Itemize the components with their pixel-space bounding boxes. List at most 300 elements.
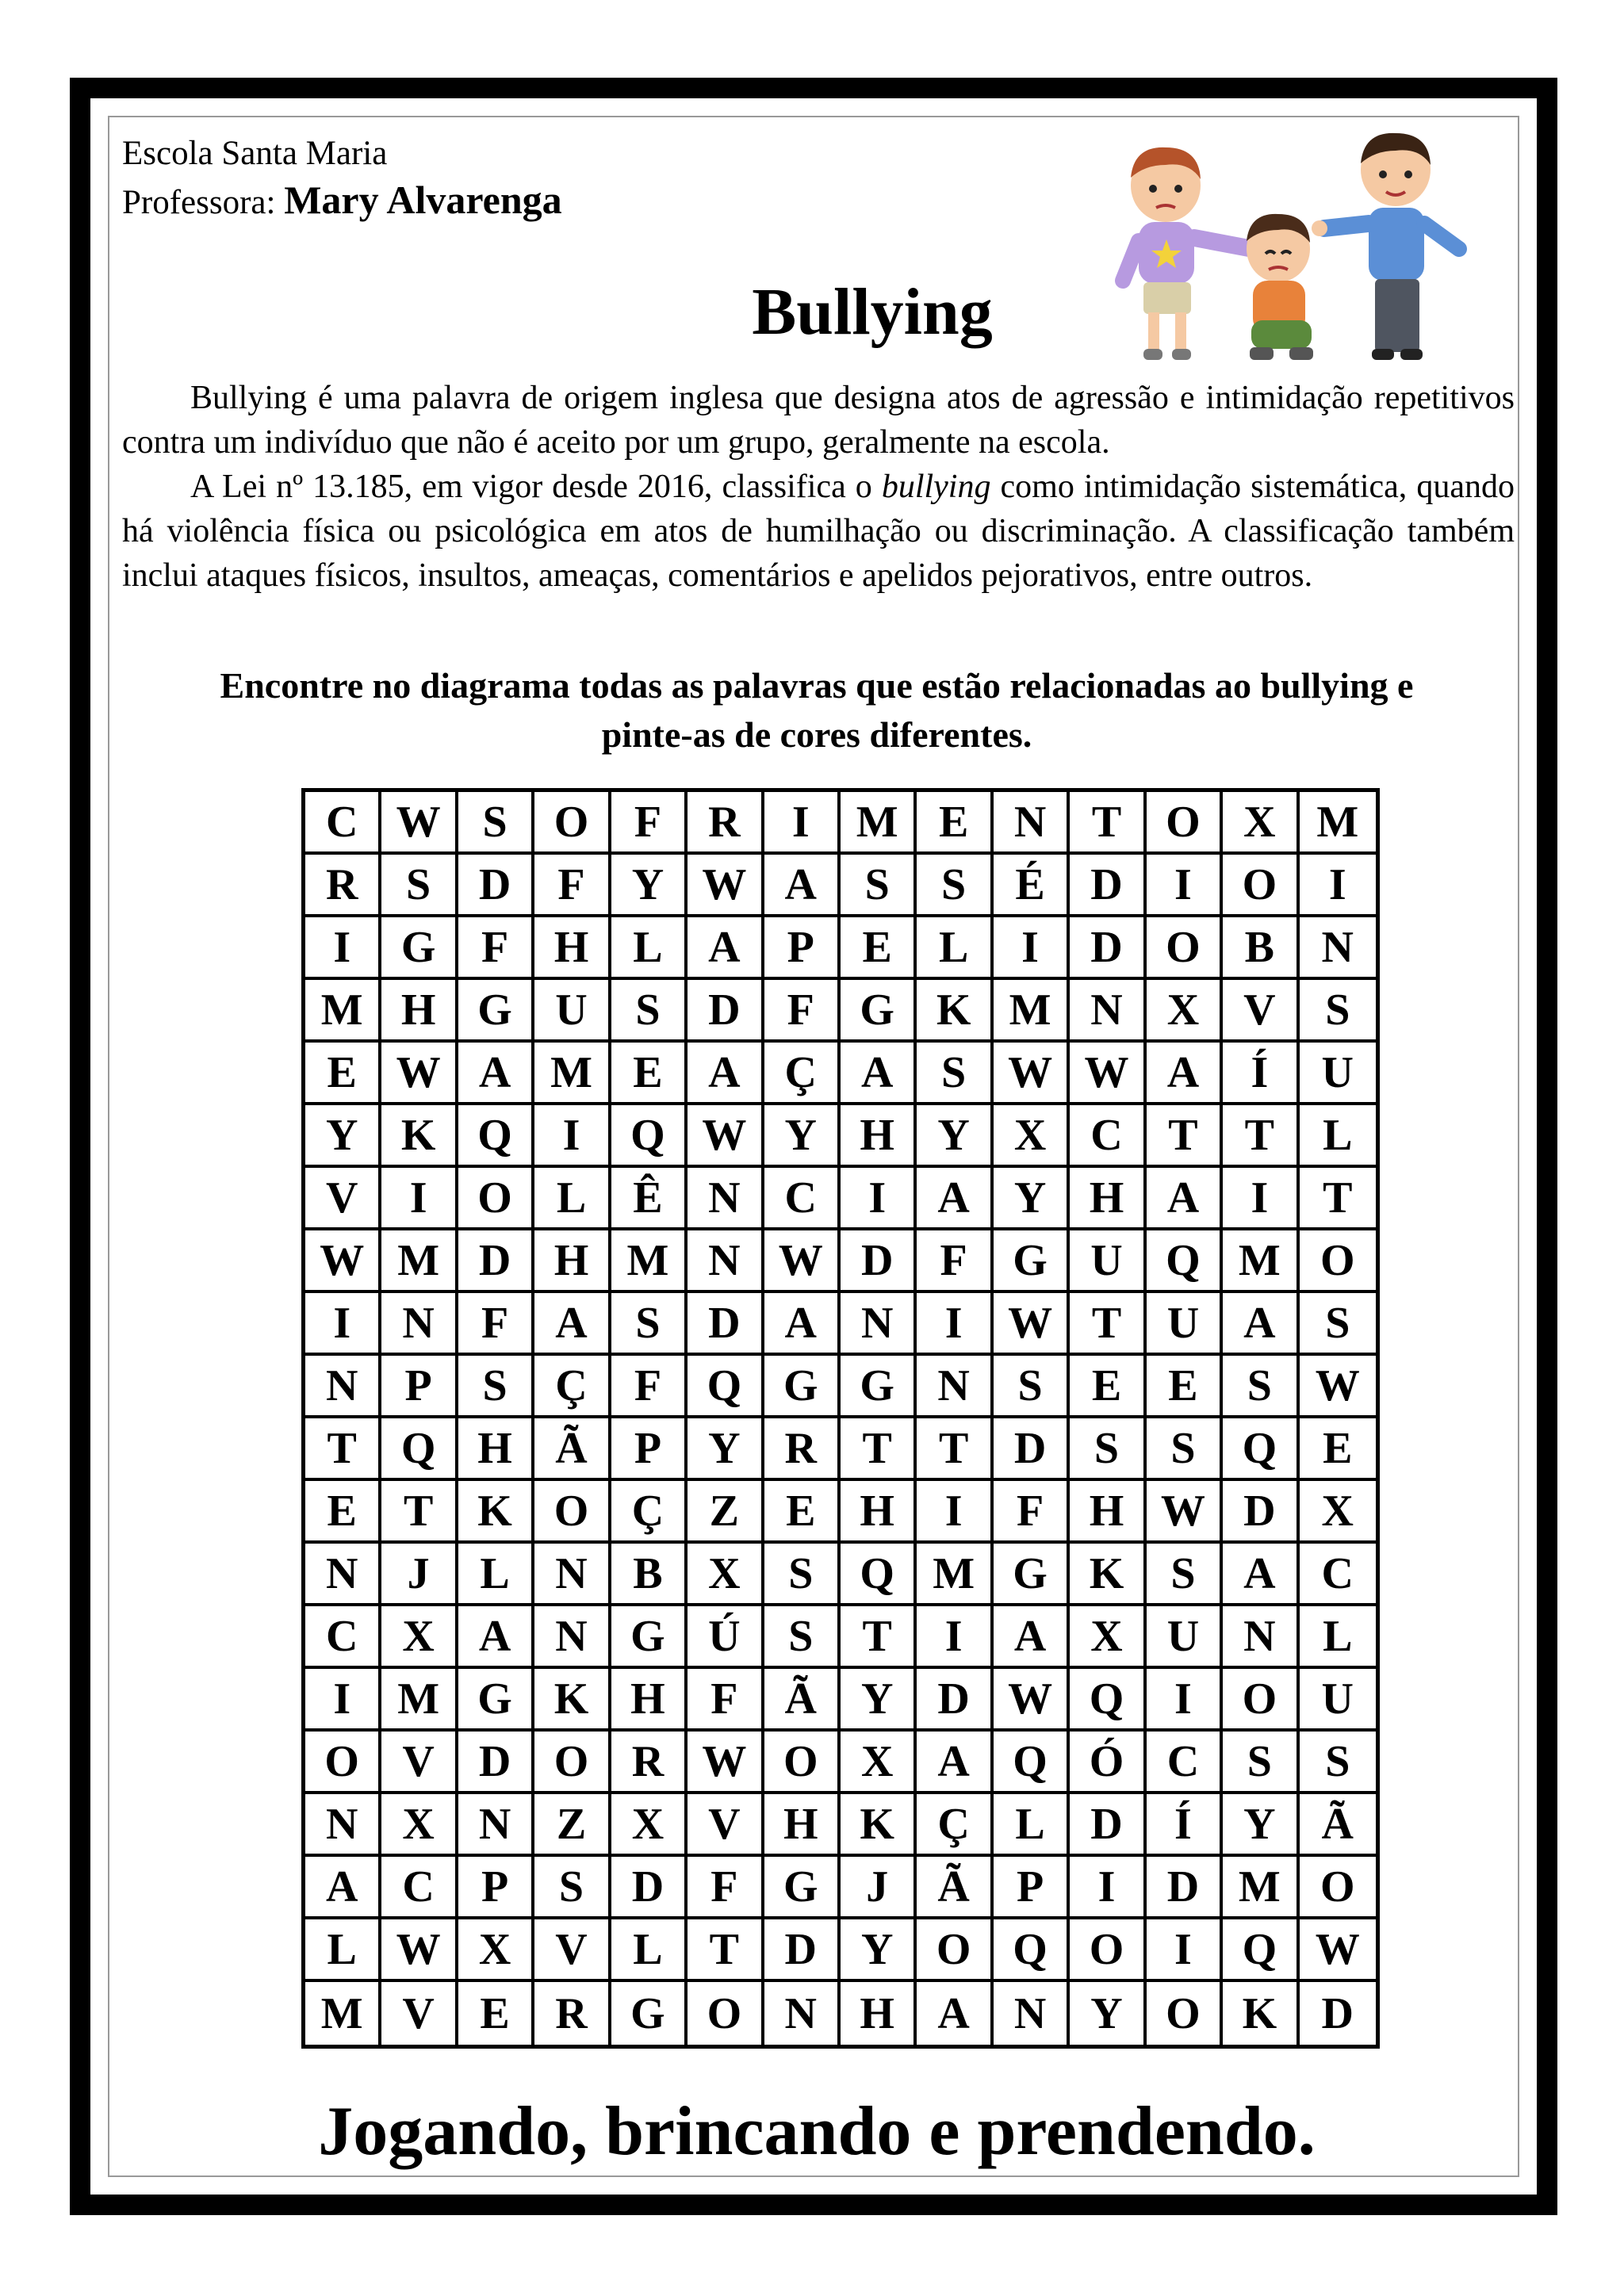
grid-cell[interactable]: A <box>534 1293 611 1356</box>
grid-cell[interactable]: W <box>305 1230 381 1293</box>
grid-cell[interactable]: N <box>534 1606 611 1669</box>
grid-cell[interactable]: D <box>1070 1794 1146 1857</box>
grid-cell[interactable]: Ê <box>611 1168 688 1230</box>
grid-cell[interactable]: D <box>688 980 764 1043</box>
grid-cell[interactable]: H <box>841 1982 917 2045</box>
grid-cell[interactable]: W <box>1070 1043 1146 1105</box>
grid-cell[interactable]: W <box>688 1732 764 1794</box>
grid-cell[interactable]: O <box>458 1168 534 1230</box>
grid-cell[interactable]: D <box>1147 1857 1223 1919</box>
grid-cell[interactable]: N <box>534 1544 611 1606</box>
grid-cell[interactable]: X <box>381 1606 458 1669</box>
grid-cell[interactable]: O <box>1223 1669 1299 1732</box>
grid-cell[interactable]: L <box>305 1919 381 1982</box>
grid-cell[interactable]: Ç <box>611 1481 688 1544</box>
grid-cell[interactable]: S <box>1300 980 1376 1043</box>
grid-cell[interactable]: D <box>688 1293 764 1356</box>
word-search-grid <box>301 788 1380 2049</box>
children-bullying-illustration-icon <box>1071 130 1483 376</box>
grid-cell[interactable]: W <box>381 792 458 855</box>
grid-cell[interactable]: C <box>764 1168 841 1230</box>
grid-cell[interactable]: T <box>1070 1293 1146 1356</box>
grid-cell[interactable]: S <box>1070 1418 1146 1481</box>
grid-cell[interactable]: N <box>841 1293 917 1356</box>
grid-cell[interactable]: N <box>688 1168 764 1230</box>
grid-cell[interactable]: S <box>764 1544 841 1606</box>
grid-cell[interactable]: A <box>458 1043 534 1105</box>
grid-cell[interactable]: E <box>305 1043 381 1105</box>
grid-cell[interactable]: S <box>458 792 534 855</box>
grid-cell[interactable]: V <box>381 1732 458 1794</box>
grid-cell[interactable]: E <box>917 792 993 855</box>
grid-cell[interactable]: Z <box>688 1481 764 1544</box>
page-border <box>70 78 1557 2215</box>
grid-cell[interactable]: I <box>917 1606 993 1669</box>
grid-cell[interactable]: B <box>1223 917 1299 980</box>
grid-cell[interactable]: F <box>611 792 688 855</box>
grid-cell[interactable]: Y <box>611 855 688 917</box>
grid-cell[interactable]: G <box>841 1356 917 1418</box>
grid-cell[interactable]: N <box>305 1356 381 1418</box>
grid-cell[interactable]: I <box>1147 1919 1223 1982</box>
intro-paragraph-2-end: como intimidação sistemática, quando há violência física ou psicológica em atos de humilhação ou discriminação. A classificação também inclui ataques físicos, insultos, ameaças, comentários e apelidos pejorativos, entre outros. <box>122 469 1515 594</box>
grid-cell[interactable]: Q <box>611 1105 688 1168</box>
grid-cell[interactable]: L <box>534 1168 611 1230</box>
grid-cell[interactable]: A <box>305 1857 381 1919</box>
grid-cell[interactable]: O <box>1147 792 1223 855</box>
grid-cell[interactable]: D <box>917 1669 993 1732</box>
grid-cell[interactable]: Q <box>1223 1418 1299 1481</box>
grid-cell[interactable]: C <box>305 1606 381 1669</box>
grid-cell[interactable]: Y <box>305 1105 381 1168</box>
grid-cell[interactable]: Q <box>1223 1919 1299 1982</box>
grid-cell[interactable]: X <box>458 1919 534 1982</box>
grid-cell[interactable]: N <box>994 1982 1070 2045</box>
grid-cell[interactable]: J <box>381 1544 458 1606</box>
grid-cell[interactable]: L <box>1300 1606 1376 1669</box>
grid-cell[interactable]: Y <box>841 1919 917 1982</box>
grid-cell[interactable]: L <box>611 917 688 980</box>
grid-cell[interactable]: W <box>1300 1919 1376 1982</box>
grid-cell[interactable]: P <box>764 917 841 980</box>
grid-cell[interactable]: Ã <box>764 1669 841 1732</box>
grid-cell[interactable]: H <box>841 1481 917 1544</box>
grid-cell[interactable]: F <box>458 1293 534 1356</box>
grid-cell[interactable]: T <box>917 1418 993 1481</box>
grid-cell[interactable]: P <box>458 1857 534 1919</box>
grid-cell[interactable]: S <box>534 1857 611 1919</box>
grid-cell[interactable]: O <box>1147 1982 1223 2045</box>
grid-cell[interactable]: S <box>917 855 993 917</box>
grid-cell[interactable]: X <box>994 1105 1070 1168</box>
grid-cell[interactable]: I <box>917 1481 993 1544</box>
grid-cell[interactable]: O <box>1147 917 1223 980</box>
grid-cell[interactable]: A <box>917 1732 993 1794</box>
grid-cell[interactable]: S <box>1300 1732 1376 1794</box>
grid-cell[interactable]: W <box>764 1230 841 1293</box>
grid-cell[interactable]: Q <box>458 1105 534 1168</box>
grid-cell[interactable]: Y <box>764 1105 841 1168</box>
grid-cell[interactable]: C <box>381 1857 458 1919</box>
grid-cell[interactable]: Z <box>534 1794 611 1857</box>
grid-cell[interactable]: O <box>1070 1919 1146 1982</box>
grid-cell[interactable]: Ú <box>688 1606 764 1669</box>
grid-cell[interactable]: O <box>534 1481 611 1544</box>
grid-cell[interactable]: T <box>381 1481 458 1544</box>
grid-cell[interactable]: Ó <box>1070 1732 1146 1794</box>
grid-cell[interactable]: O <box>917 1919 993 1982</box>
grid-cell[interactable]: Y <box>994 1168 1070 1230</box>
school-name: Escola Santa Maria <box>122 135 388 172</box>
grid-cell[interactable]: S <box>764 1606 841 1669</box>
grid-cell[interactable]: A <box>1223 1544 1299 1606</box>
grid-cell[interactable]: D <box>841 1230 917 1293</box>
grid-cell[interactable]: M <box>381 1669 458 1732</box>
teacher-line <box>122 176 562 227</box>
grid-cell[interactable]: O <box>1300 1230 1376 1293</box>
grid-cell[interactable]: M <box>917 1544 993 1606</box>
grid-cell[interactable]: T <box>1147 1105 1223 1168</box>
grid-cell[interactable]: I <box>764 792 841 855</box>
grid-cell[interactable]: I <box>1300 855 1376 917</box>
grid-cell[interactable]: G <box>764 1857 841 1919</box>
grid-cell[interactable]: N <box>764 1982 841 2045</box>
grid-cell[interactable]: X <box>841 1732 917 1794</box>
grid-cell[interactable]: U <box>1147 1293 1223 1356</box>
grid-cell[interactable]: C <box>1070 1105 1146 1168</box>
grid-cell[interactable]: F <box>458 917 534 980</box>
grid-cell[interactable]: H <box>534 917 611 980</box>
grid-cell[interactable]: W <box>994 1669 1070 1732</box>
grid-cell[interactable]: Y <box>1070 1982 1146 2045</box>
instruction-text: Encontre no diagrama todas as palavras que estão relacionadas ao bullying e pinte-as de cores diferentes. <box>220 665 1414 755</box>
grid-cell[interactable]: Ã <box>1300 1794 1376 1857</box>
grid-cell[interactable]: H <box>1070 1481 1146 1544</box>
grid-cell[interactable]: D <box>611 1857 688 1919</box>
grid-cell[interactable]: G <box>381 917 458 980</box>
grid-cell[interactable]: K <box>1070 1544 1146 1606</box>
grid-cell[interactable]: V <box>688 1794 764 1857</box>
grid-cell[interactable]: H <box>1070 1168 1146 1230</box>
grid-cell[interactable]: L <box>917 917 993 980</box>
grid-cell[interactable]: L <box>611 1919 688 1982</box>
grid-cell[interactable]: M <box>611 1230 688 1293</box>
grid-cell[interactable]: M <box>381 1230 458 1293</box>
grid-cell[interactable]: O <box>305 1732 381 1794</box>
grid-cell[interactable]: K <box>841 1794 917 1857</box>
grid-cell[interactable]: H <box>381 980 458 1043</box>
grid-cell[interactable]: S <box>381 855 458 917</box>
grid-cell[interactable]: H <box>458 1418 534 1481</box>
grid-cell[interactable]: T <box>841 1606 917 1669</box>
grid-cell[interactable]: Ã <box>534 1418 611 1481</box>
grid-cell[interactable]: S <box>1300 1293 1376 1356</box>
grid-cell[interactable]: A <box>764 855 841 917</box>
grid-cell[interactable]: L <box>458 1544 534 1606</box>
intro-paragraph-2 <box>122 465 1515 598</box>
grid-cell[interactable]: X <box>1223 792 1299 855</box>
grid-cell[interactable]: F <box>764 980 841 1043</box>
grid-cell[interactable]: T <box>841 1418 917 1481</box>
grid-cell[interactable]: T <box>1223 1105 1299 1168</box>
grid-cell[interactable]: K <box>458 1481 534 1544</box>
grid-cell[interactable]: C <box>1300 1544 1376 1606</box>
grid-cell[interactable]: G <box>458 980 534 1043</box>
pointing-child-left-icon <box>1123 147 1266 360</box>
grid-cell[interactable]: U <box>534 980 611 1043</box>
grid-cell[interactable]: I <box>1147 1669 1223 1732</box>
grid-cell[interactable]: S <box>611 980 688 1043</box>
grid-cell[interactable]: S <box>1223 1356 1299 1418</box>
grid-cell[interactable]: O <box>534 1732 611 1794</box>
grid-cell[interactable]: E <box>458 1982 534 2045</box>
grid-cell[interactable]: Y <box>688 1418 764 1481</box>
grid-cell[interactable]: U <box>1300 1043 1376 1105</box>
grid-cell[interactable]: D <box>764 1919 841 1982</box>
grid-cell[interactable]: F <box>688 1669 764 1732</box>
grid-cell[interactable]: D <box>994 1418 1070 1481</box>
grid-cell[interactable]: E <box>1300 1418 1376 1481</box>
grid-cell[interactable]: P <box>994 1857 1070 1919</box>
grid-cell[interactable]: W <box>381 1919 458 1982</box>
grid-cell[interactable]: Q <box>688 1356 764 1418</box>
grid-cell[interactable]: D <box>458 1732 534 1794</box>
grid-cell[interactable]: K <box>917 980 993 1043</box>
grid-cell[interactable]: R <box>305 855 381 917</box>
grid-cell[interactable]: X <box>611 1794 688 1857</box>
grid-cell[interactable]: Q <box>994 1732 1070 1794</box>
grid-cell[interactable]: B <box>611 1544 688 1606</box>
grid-cell[interactable]: R <box>611 1732 688 1794</box>
intro-paragraph-1: Bullying é uma palavra de origem inglesa que designa atos de agressão e intimidação repetitivos contra um indivíduo que não é aceito por um grupo, geralmente na escola. <box>122 380 1515 461</box>
grid-cell[interactable]: S <box>917 1043 993 1105</box>
grid-cell[interactable]: G <box>841 980 917 1043</box>
grid-cell[interactable]: A <box>688 917 764 980</box>
grid-cell[interactable]: L <box>994 1794 1070 1857</box>
teacher-label: Professora: <box>122 184 285 221</box>
grid-cell[interactable]: A <box>1223 1293 1299 1356</box>
grid-cell[interactable]: N <box>305 1544 381 1606</box>
grid-cell[interactable]: J <box>841 1857 917 1919</box>
grid-cell[interactable]: X <box>688 1544 764 1606</box>
grid-cell[interactable]: Q <box>841 1544 917 1606</box>
grid-cell[interactable]: I <box>305 1669 381 1732</box>
grid-cell[interactable]: N <box>1223 1606 1299 1669</box>
grid-cell[interactable]: M <box>305 980 381 1043</box>
grid-cell[interactable]: F <box>688 1857 764 1919</box>
grid-cell[interactable]: A <box>917 1982 993 2045</box>
grid-cell[interactable]: R <box>534 1982 611 2045</box>
grid-cell[interactable]: W <box>381 1043 458 1105</box>
grid-cell[interactable]: G <box>994 1544 1070 1606</box>
grid-cell[interactable]: G <box>458 1669 534 1732</box>
grid-cell[interactable]: Ç <box>764 1043 841 1105</box>
grid-cell[interactable]: T <box>305 1418 381 1481</box>
grid-cell[interactable]: S <box>1147 1544 1223 1606</box>
grid-cell[interactable]: M <box>994 980 1070 1043</box>
grid-cell[interactable]: V <box>1223 980 1299 1043</box>
grid-cell[interactable]: E <box>611 1043 688 1105</box>
grid-cell[interactable]: T <box>1070 792 1146 855</box>
grid-cell[interactable]: M <box>1223 1857 1299 1919</box>
intro-paragraph-2-italic: bullying <box>881 469 991 505</box>
intro-text <box>122 376 1515 598</box>
grid-cell[interactable]: R <box>764 1418 841 1481</box>
grid-cell[interactable]: N <box>458 1794 534 1857</box>
grid-cell[interactable]: D <box>458 855 534 917</box>
grid-cell[interactable]: E <box>1070 1356 1146 1418</box>
grid-cell[interactable]: Ç <box>917 1794 993 1857</box>
grid-cell[interactable]: G <box>611 1982 688 2045</box>
grid-cell[interactable]: N <box>1070 980 1146 1043</box>
grid-cell[interactable]: F <box>534 855 611 917</box>
worksheet-content <box>119 130 1515 2195</box>
grid-cell[interactable]: D <box>1070 917 1146 980</box>
grid-cell[interactable]: N <box>381 1293 458 1356</box>
grid-cell[interactable]: W <box>994 1043 1070 1105</box>
teacher-name: Mary Alvarenga <box>284 178 562 222</box>
grid-cell[interactable]: Q <box>1147 1230 1223 1293</box>
grid-cell[interactable]: S <box>994 1356 1070 1418</box>
grid-cell[interactable]: A <box>994 1606 1070 1669</box>
grid-cell[interactable]: N <box>688 1230 764 1293</box>
grid-cell[interactable]: H <box>611 1669 688 1732</box>
grid-cell[interactable]: I <box>841 1168 917 1230</box>
grid-cell[interactable]: R <box>688 792 764 855</box>
grid-cell[interactable]: Q <box>1070 1669 1146 1732</box>
intro-paragraph-2-start: A Lei nº 13.185, em vigor desde 2016, classifica o <box>190 469 882 505</box>
grid-cell[interactable]: M <box>1223 1230 1299 1293</box>
grid-cell[interactable]: G <box>611 1606 688 1669</box>
grid-cell[interactable]: O <box>534 792 611 855</box>
grid-cell[interactable]: C <box>305 792 381 855</box>
grid-cell[interactable]: Q <box>994 1919 1070 1982</box>
grid-cell[interactable]: P <box>611 1418 688 1481</box>
grid-cell[interactable]: I <box>1223 1168 1299 1230</box>
grid-cell[interactable]: A <box>688 1043 764 1105</box>
grid-cell[interactable]: H <box>764 1794 841 1857</box>
grid-cell[interactable]: D <box>1070 855 1146 917</box>
grid-cell[interactable]: D <box>1223 1481 1299 1544</box>
grid-cell[interactable]: I <box>305 1293 381 1356</box>
grid-cell[interactable]: D <box>458 1230 534 1293</box>
grid-cell[interactable]: N <box>1300 917 1376 980</box>
grid-cell[interactable]: N <box>994 792 1070 855</box>
grid-cell[interactable]: X <box>1300 1481 1376 1544</box>
grid-cell[interactable]: X <box>1070 1606 1146 1669</box>
grid-cell[interactable]: Í <box>1147 1794 1223 1857</box>
grid-cell[interactable]: S <box>458 1356 534 1418</box>
grid-cell[interactable]: W <box>688 855 764 917</box>
footer-slogan: Jogando, brincando e prendendo. <box>318 2093 1316 2170</box>
grid-cell[interactable]: X <box>1147 980 1223 1043</box>
grid-cell[interactable]: E <box>764 1481 841 1544</box>
grid-cell[interactable]: K <box>381 1105 458 1168</box>
grid-cell[interactable]: Y <box>917 1105 993 1168</box>
grid-cell[interactable]: U <box>1147 1606 1223 1669</box>
grid-cell[interactable]: V <box>381 1982 458 2045</box>
grid-cell[interactable]: G <box>994 1230 1070 1293</box>
grid-cell[interactable]: É <box>994 855 1070 917</box>
page-title: Bullying <box>752 275 993 349</box>
grid-cell[interactable]: O <box>764 1732 841 1794</box>
grid-cell[interactable]: K <box>534 1669 611 1732</box>
grid-cell[interactable]: I <box>1147 855 1223 917</box>
grid-cell[interactable]: I <box>381 1168 458 1230</box>
grid-cell[interactable]: F <box>611 1356 688 1418</box>
grid-cell[interactable]: M <box>534 1043 611 1105</box>
grid-cell[interactable]: N <box>305 1794 381 1857</box>
grid-cell[interactable]: L <box>1300 1105 1376 1168</box>
grid-cell[interactable]: W <box>688 1105 764 1168</box>
grid-cell[interactable]: H <box>841 1105 917 1168</box>
grid-cell[interactable]: H <box>534 1230 611 1293</box>
grid-cell[interactable]: K <box>1223 1982 1299 2045</box>
grid-cell[interactable]: T <box>688 1919 764 1982</box>
grid-cell[interactable]: O <box>1223 855 1299 917</box>
grid-cell[interactable]: C <box>1147 1732 1223 1794</box>
grid-cell[interactable]: V <box>305 1168 381 1230</box>
grid-cell[interactable]: Ç <box>534 1356 611 1418</box>
grid-cell[interactable]: E <box>305 1481 381 1544</box>
grid-cell[interactable]: U <box>1300 1669 1376 1732</box>
grid-cell[interactable]: O <box>688 1982 764 2045</box>
grid-cell[interactable]: Y <box>841 1669 917 1732</box>
grid-cell[interactable]: A <box>1147 1043 1223 1105</box>
grid-cell[interactable]: W <box>1300 1356 1376 1418</box>
grid-cell[interactable]: W <box>994 1293 1070 1356</box>
grid-cell[interactable]: Ã <box>917 1857 993 1919</box>
grid-cell[interactable]: I <box>305 917 381 980</box>
grid-cell[interactable]: F <box>917 1230 993 1293</box>
grid-cell[interactable]: S <box>611 1293 688 1356</box>
grid-cell[interactable]: A <box>841 1043 917 1105</box>
pointing-child-right-icon <box>1312 133 1459 360</box>
grid-cell[interactable]: U <box>1070 1230 1146 1293</box>
grid-cell[interactable]: I <box>1070 1857 1146 1919</box>
grid-cell[interactable]: E <box>1147 1356 1223 1418</box>
grid-cell[interactable]: A <box>1147 1168 1223 1230</box>
grid-cell[interactable]: I <box>917 1293 993 1356</box>
grid-cell[interactable]: A <box>458 1606 534 1669</box>
grid-cell[interactable]: W <box>1147 1481 1223 1544</box>
grid-cell[interactable]: M <box>841 792 917 855</box>
grid-cell[interactable]: S <box>1223 1732 1299 1794</box>
grid-cell[interactable]: D <box>1321 1988 1354 2038</box>
grid-cell[interactable]: I <box>994 917 1070 980</box>
grid-cell[interactable]: N <box>917 1356 993 1418</box>
grid-cell[interactable]: P <box>381 1356 458 1418</box>
grid-cell[interactable]: X <box>381 1794 458 1857</box>
grid-cell[interactable]: Í <box>1223 1043 1299 1105</box>
grid-cell[interactable]: Y <box>1223 1794 1299 1857</box>
grid-cell[interactable]: M <box>305 1982 381 2045</box>
grid-cell[interactable]: S <box>841 855 917 917</box>
grid-cell[interactable]: Q <box>381 1418 458 1481</box>
grid-cell[interactable]: I <box>534 1105 611 1168</box>
grid-cell[interactable]: G <box>764 1356 841 1418</box>
grid-cell[interactable]: A <box>764 1293 841 1356</box>
grid-cell[interactable]: V <box>534 1919 611 1982</box>
grid-cell[interactable]: E <box>841 917 917 980</box>
grid-cell[interactable]: A <box>917 1168 993 1230</box>
sad-child-middle-icon <box>1247 214 1313 360</box>
grid-cell[interactable]: T <box>1300 1168 1376 1230</box>
grid-cell[interactable]: F <box>994 1481 1070 1544</box>
grid-cell[interactable]: S <box>1147 1418 1223 1481</box>
grid-cell[interactable]: O <box>1300 1857 1376 1919</box>
grid-cell[interactable]: M <box>1300 792 1376 855</box>
